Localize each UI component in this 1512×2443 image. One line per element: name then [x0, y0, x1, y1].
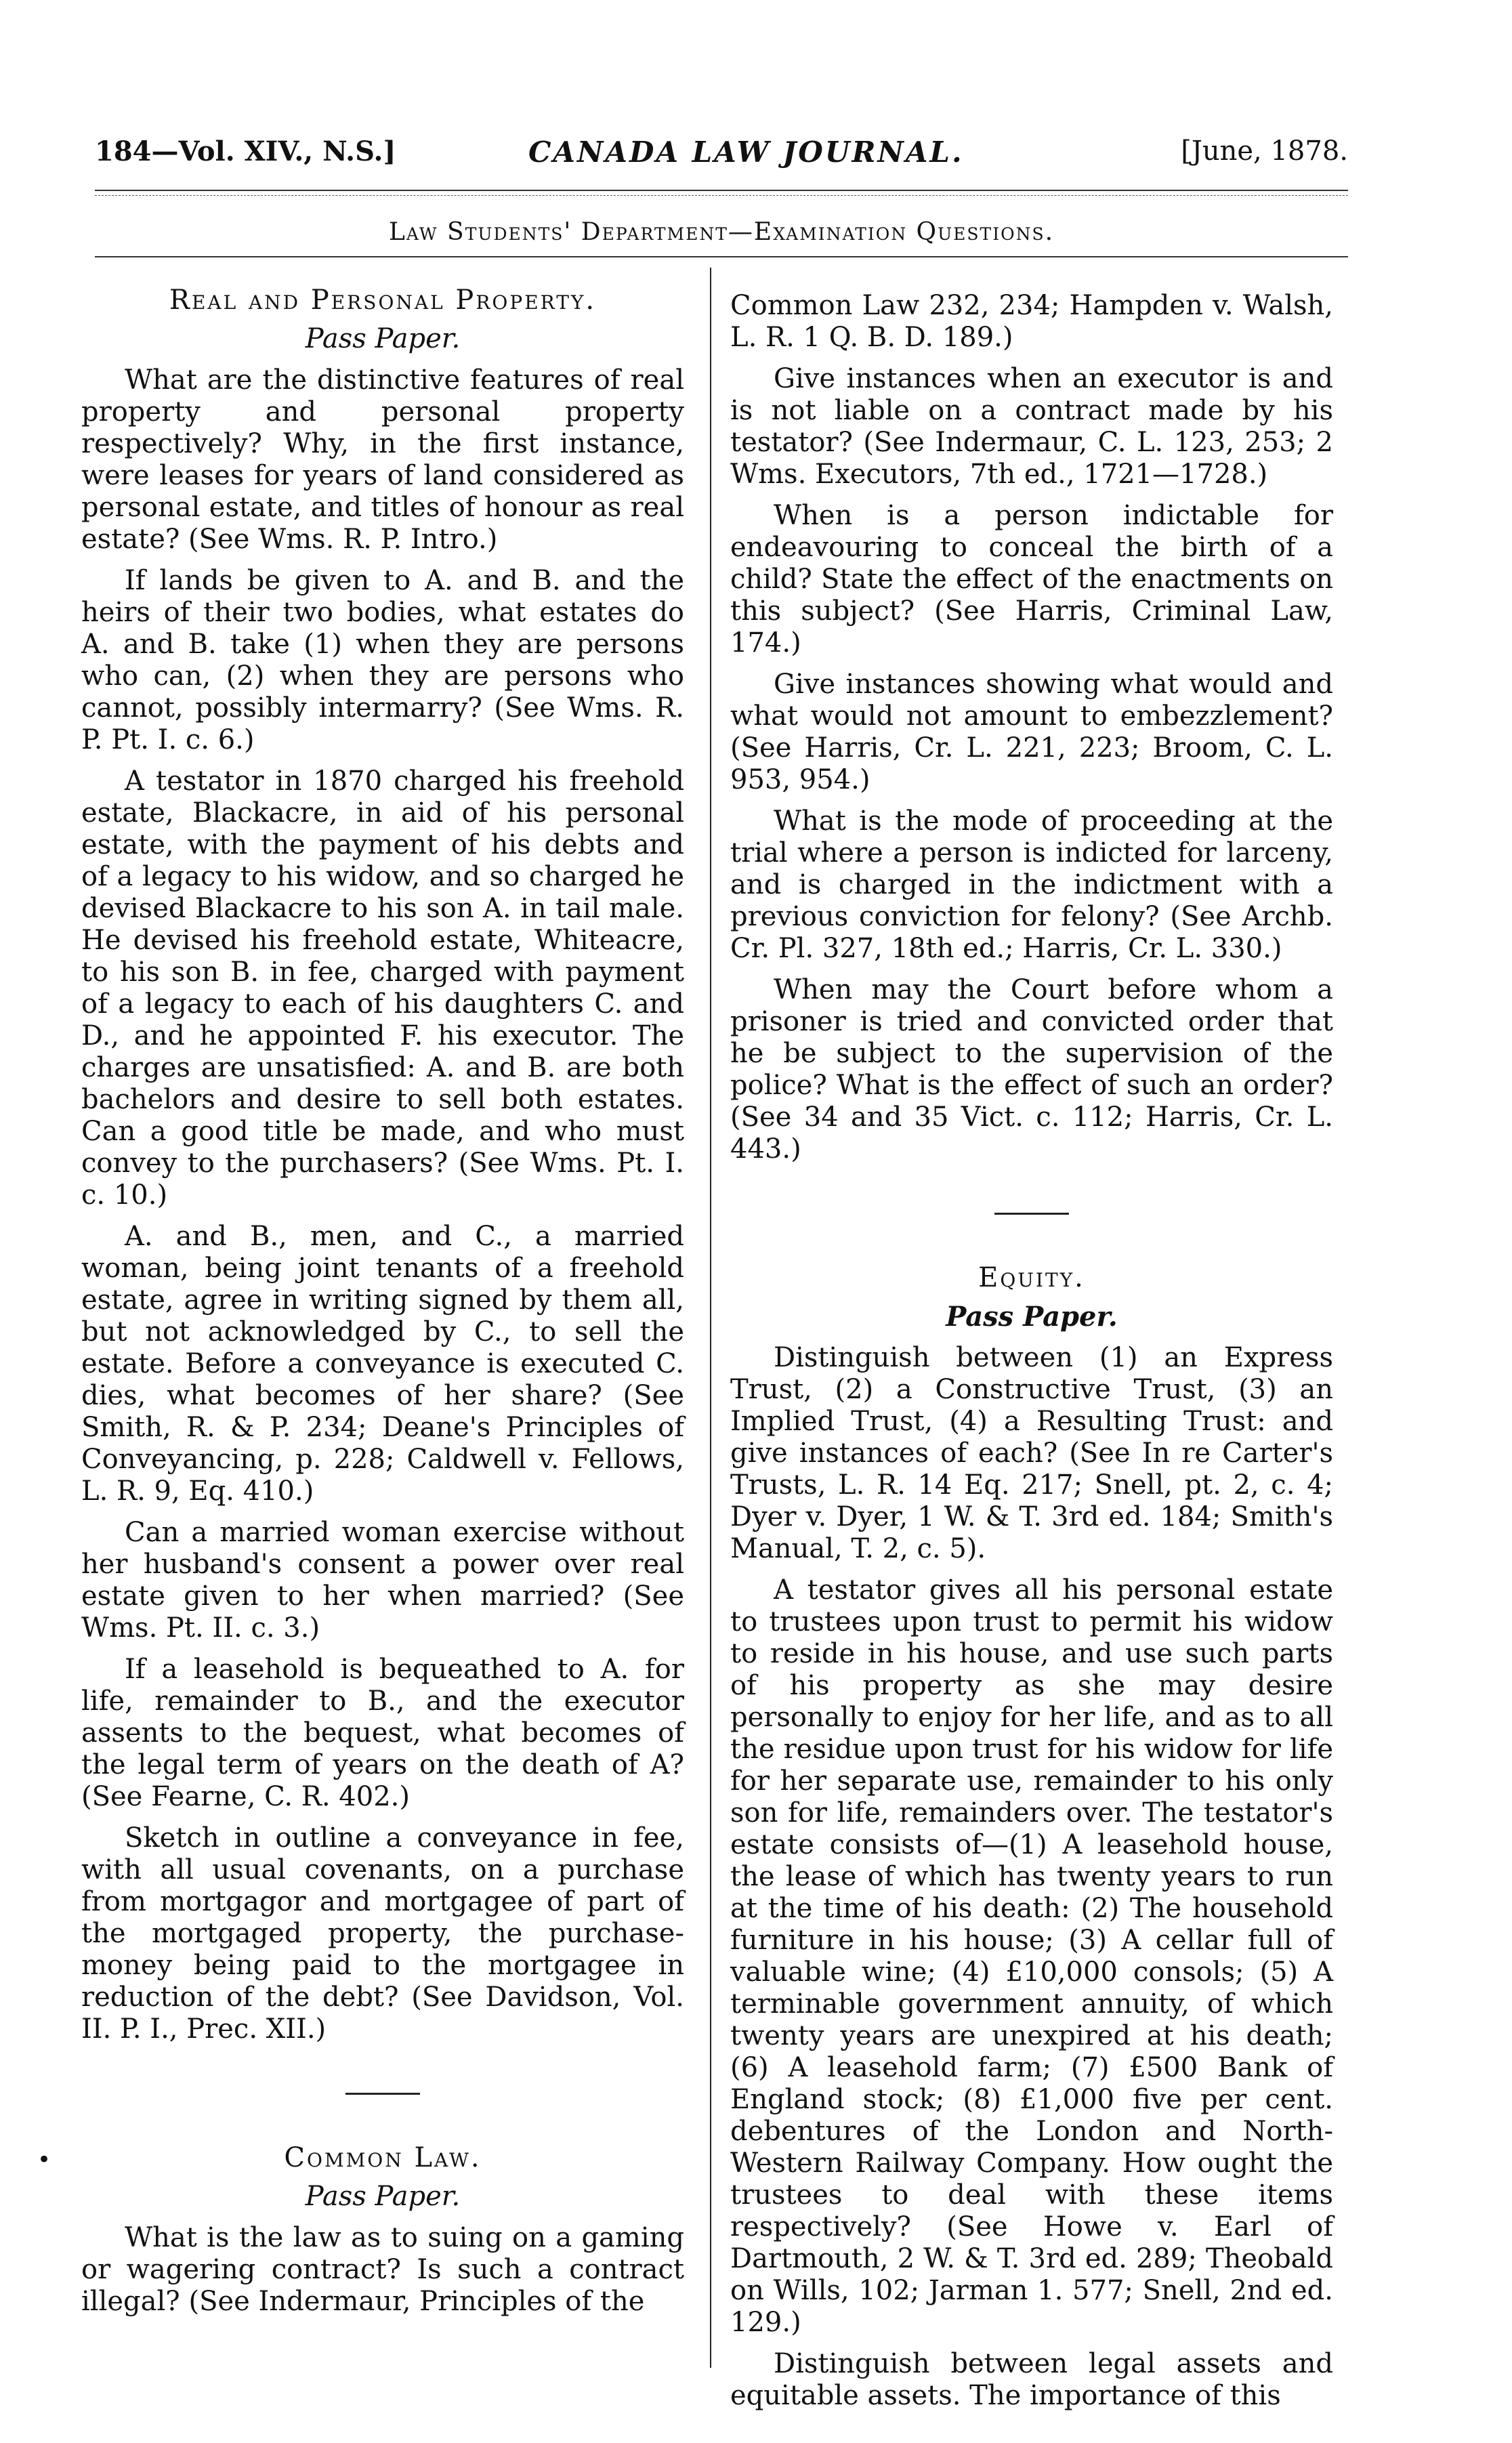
- question: If a leasehold is bequeathed to A. for life, remainder to B., and the executor assents to the bequest, what becomes of the legal term of years on the death of A? (See Fearne, C. R. 402.): [81, 1654, 684, 1812]
- right-column: [730, 270, 1333, 2421]
- section-subtitle: Pass Paper.: [305, 323, 461, 354]
- section-subtitle: Pass Paper.: [946, 1301, 1118, 1333]
- question: Distinguish between (1) an Express Trust, (2) a Constructive Trust, (3) an Implied Trust, (4) a Resulting Trust: and give instances of each? (See In re Carter's Trusts, L. R. 14 Eq. 217; Snell, pt. 2, c. 4; Dyer v. Dyer, 1 W. & T. 3rd ed. 184; Smith's Manual, T. 2, c. 5).: [730, 1342, 1333, 1564]
- page-volume: 184—Vol. XIV., N.S.]: [95, 135, 396, 167]
- question: Give instances showing what would and what would not amount to embezzlement? (See Harris, Cr. L. 221, 223; Broom, C. L. 953, 954.): [730, 669, 1333, 795]
- question: What is the law as to suing on a gaming or wagering contract? Is such a contract illegal? (See Indermaur, Principles of the: [81, 2222, 684, 2317]
- journal-title: CANADA LAW JOURNAL.: [528, 135, 964, 169]
- question: Distinguish between legal assets and equitable assets. The importance of this: [730, 2348, 1333, 2411]
- question: Sketch in outline a conveyance in fee, with all usual covenants, on a purchase from mortgagor and mortgagee of part of the mortgaged property, the purchase-money being paid to the mortgagee in reduction of the debt? (See Davidson, Vol. II. P. I., Prec. XII.): [81, 1822, 684, 2045]
- column-divider: [710, 268, 711, 2368]
- question: Can a married woman exercise without her husband's consent a power over real estate given to her when married? (See Wms. Pt. II. c. 3.): [81, 1517, 684, 1644]
- section-subtitle: Pass Paper.: [305, 2181, 461, 2212]
- section-rule: [345, 2093, 420, 2095]
- question: A testator gives all his personal estate to trustees upon trust to permit his widow to reside in his house, and use such parts of his property as she may desire personally to enjoy for her life, and as to all the residue upon trust for his widow for life for her separate use, remainder to his only son for life, remainders over. The testator's estate consists of—(1) A leasehold house, the lease of which has twenty years to run at the time of his death: (2) The household furniture in his house; (3) A cellar full of valuable wine; (4) £10,000 consols; (5) A terminable government annuity, of which twenty years are unexpired at his death; (6) A leasehold farm; (7) £500 Bank of England stock; (8) £1,000 five per cent. debentures of the London and North-Western Railway Company. How ought the trustees to deal with these items respectively? (See Howe v. Earl of Dartmouth, 2 W. & T. 3rd ed. 289; Theobald on Wills, 102; Jarman 1. 577; Snell, 2nd ed. 129.): [730, 1574, 1333, 2338]
- header-rule: [95, 190, 1348, 191]
- question: When is a person indictable for endeavouring to conceal the birth of a child? State the effect of the enactments on this subject? (See Harris, Criminal Law, 174.): [730, 500, 1333, 659]
- department-title: Law Students' Department—Examination Questions.: [388, 218, 1055, 246]
- question: If lands be given to A. and B. and the heirs of their two bodies, what estates do A. and B. take (1) when they are persons who can, (2) when they are persons who cannot, possibly intermarry? (See Wms. R. P. Pt. I. c. 6.): [81, 565, 684, 755]
- section-title-real-property: Real and Personal Property.: [169, 285, 597, 316]
- question-continued: Common Law 232, 234; Hampden v. Walsh, L. R. 1 Q. B. D. 189.): [730, 290, 1333, 353]
- question: When may the Court before whom a prisoner is tried and convicted order that he be subject to the supervision of the police? What is the effect of such an order? (See 34 and 35 Vict. c. 112; Harris, Cr. L. 443.): [730, 974, 1333, 1165]
- section-title-equity: Equity.: [978, 1262, 1085, 1293]
- header-rule-dashed: [95, 195, 1348, 196]
- question: What are the distinctive features of real property and personal property respectively? Why, in the first instance, were leases for years of land considered as personal estate, and titles of honour as real estate? (See Wms. R. P. Intro.): [81, 364, 684, 555]
- issue-date: [June, 1878.: [1181, 135, 1348, 167]
- question: A testator in 1870 charged his freehold estate, Blackacre, in aid of his personal estate, with the payment of his debts and of a legacy to his widow, and so charged he devised Blackacre to his son A. in tail male. He devised his freehold estate, Whiteacre, to his son B. in fee, charged with payment of a legacy to each of his daughters C. and D., and he appointed F. his executor. The charges are unsatisfied: A. and B. are both bachelors and desire to sell both estates. Can a good title be made, and who must convey to the purchasers? (See Wms. Pt. I. c. 10.): [81, 766, 684, 1211]
- section-rule: [994, 1213, 1069, 1215]
- section-title-common-law: Common Law.: [284, 2142, 482, 2173]
- question: A. and B., men, and C., a married woman, being joint tenants of a freehold estate, agree in writing signed by them all, but not acknowledged by C., to sell the estate. Before a conveyance is executed C. dies, what becomes of her share? (See Smith, R. & P. 234; Deane's Principles of Conveyancing, p. 228; Caldwell v. Fellows, L. R. 9, Eq. 410.): [81, 1221, 684, 1507]
- margin-bullet: •: [37, 2146, 51, 2173]
- running-header: [95, 135, 1348, 176]
- question: Give instances when an executor is and is not liable on a contract made by his testator? (See Indermaur, C. L. 123, 253; 2 Wms. Executors, 7th ed., 1721—1728.): [730, 363, 1333, 490]
- subheader-rule: [95, 256, 1348, 257]
- question: What is the mode of proceeding at the trial where a person is indicted for larceny, and is charged in the indictment with a previous conviction for felony? (See Archb. Cr. Pl. 327, 18th ed.; Harris, Cr. L. 330.): [730, 806, 1333, 964]
- left-column: [81, 270, 684, 2327]
